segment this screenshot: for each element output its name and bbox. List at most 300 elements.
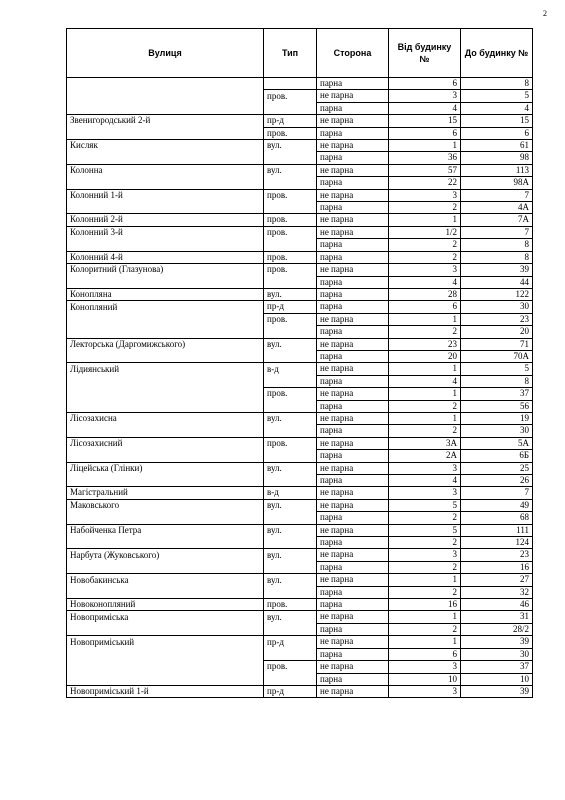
cell-side: не парна xyxy=(317,388,389,400)
cell-to: 56 xyxy=(461,400,533,412)
cell-street: Лісозахисна xyxy=(67,412,264,424)
cell-from: 16 xyxy=(389,599,461,611)
cell-from: 1 xyxy=(389,388,461,400)
cell-side: не парна xyxy=(317,363,389,375)
cell-type: пр-д xyxy=(264,115,317,127)
cell-from: 3 xyxy=(389,549,461,561)
cell-street: Лідиянський xyxy=(67,363,264,375)
cell-to: 122 xyxy=(461,288,533,300)
cell-to: 23 xyxy=(461,313,533,325)
cell-type: пров. xyxy=(264,264,317,276)
cell-type: вул. xyxy=(264,574,317,586)
table-row xyxy=(67,363,533,375)
cell-type xyxy=(264,276,317,288)
cell-side: парна xyxy=(317,375,389,387)
cell-type: пров. xyxy=(264,189,317,201)
cell-side: не парна xyxy=(317,115,389,127)
cell-type: пров. xyxy=(264,90,317,102)
cell-side: парна xyxy=(317,400,389,412)
cell-to: 23 xyxy=(461,549,533,561)
cell-to: 5 xyxy=(461,90,533,102)
table-row xyxy=(67,202,533,214)
cell-to: 71 xyxy=(461,338,533,350)
table-row xyxy=(67,214,533,226)
cell-side: парна xyxy=(317,475,389,487)
cell-side: парна xyxy=(317,586,389,598)
table-row xyxy=(67,152,533,164)
cell-type: пров. xyxy=(264,313,317,325)
header-row xyxy=(67,29,533,78)
cell-side: не парна xyxy=(317,437,389,449)
cell-side: не парна xyxy=(317,189,389,201)
header-from: Від будинку № xyxy=(389,29,461,78)
table-row xyxy=(67,586,533,598)
cell-from: 57 xyxy=(389,164,461,176)
street-table xyxy=(66,28,533,698)
table-row xyxy=(67,90,533,102)
cell-street xyxy=(67,648,264,660)
cell-type: вул. xyxy=(264,524,317,536)
cell-side: не парна xyxy=(317,661,389,673)
cell-from: 2 xyxy=(389,537,461,549)
cell-street xyxy=(67,313,264,325)
cell-from: 2 xyxy=(389,623,461,635)
page-number: 2 xyxy=(543,9,547,18)
cell-side: парна xyxy=(317,288,389,300)
cell-type xyxy=(264,326,317,338)
cell-street xyxy=(67,475,264,487)
cell-type: пров. xyxy=(264,388,317,400)
cell-type xyxy=(264,152,317,164)
cell-from: 1 xyxy=(389,636,461,648)
cell-from: 4 xyxy=(389,375,461,387)
cell-from: 2 xyxy=(389,251,461,263)
cell-type: вул. xyxy=(264,338,317,350)
cell-street xyxy=(67,561,264,573)
cell-type: вул. xyxy=(264,140,317,152)
table-row xyxy=(67,78,533,90)
cell-street xyxy=(67,102,264,114)
cell-to: 6Б xyxy=(461,450,533,462)
cell-to: 111 xyxy=(461,524,533,536)
cell-to: 39 xyxy=(461,636,533,648)
cell-type xyxy=(264,586,317,598)
cell-type xyxy=(264,512,317,524)
cell-side: не парна xyxy=(317,487,389,499)
cell-type xyxy=(264,400,317,412)
cell-from: 1 xyxy=(389,313,461,325)
cell-side: не парна xyxy=(317,412,389,424)
cell-side: не парна xyxy=(317,226,389,238)
cell-to: 8 xyxy=(461,78,533,90)
cell-from: 3 xyxy=(389,264,461,276)
cell-side: парна xyxy=(317,102,389,114)
cell-to: 98 xyxy=(461,152,533,164)
table-row xyxy=(67,375,533,387)
cell-type: в-д xyxy=(264,363,317,375)
header-to: До будинку № xyxy=(461,29,533,78)
cell-type: пров. xyxy=(264,226,317,238)
cell-street xyxy=(67,450,264,462)
cell-from: 6 xyxy=(389,78,461,90)
cell-side: не парна xyxy=(317,524,389,536)
cell-to: 37 xyxy=(461,661,533,673)
cell-side: парна xyxy=(317,326,389,338)
cell-side: не парна xyxy=(317,264,389,276)
cell-to: 61 xyxy=(461,140,533,152)
cell-street xyxy=(67,388,264,400)
cell-to: 30 xyxy=(461,648,533,660)
cell-to: 7 xyxy=(461,189,533,201)
table-row xyxy=(67,400,533,412)
cell-type: пр-д xyxy=(264,685,317,697)
cell-type xyxy=(264,450,317,462)
cell-street xyxy=(67,326,264,338)
cell-side: не парна xyxy=(317,611,389,623)
cell-to: 46 xyxy=(461,599,533,611)
cell-to: 7 xyxy=(461,487,533,499)
cell-from: 4 xyxy=(389,475,461,487)
cell-from: 23 xyxy=(389,338,461,350)
cell-type xyxy=(264,239,317,251)
cell-street: Новобакинська xyxy=(67,574,264,586)
cell-side: парна xyxy=(317,152,389,164)
cell-from: 2 xyxy=(389,239,461,251)
cell-from: 1 xyxy=(389,214,461,226)
cell-street: Коноплянa xyxy=(67,288,264,300)
cell-side: парна xyxy=(317,350,389,362)
cell-from: 3А xyxy=(389,437,461,449)
cell-street: Кисляк xyxy=(67,140,264,152)
cell-side: парна xyxy=(317,450,389,462)
cell-from: 1 xyxy=(389,363,461,375)
table-row xyxy=(67,623,533,635)
table-row xyxy=(67,425,533,437)
cell-street xyxy=(67,239,264,251)
cell-street xyxy=(67,512,264,524)
cell-street: Лісозахисний xyxy=(67,437,264,449)
cell-to: 37 xyxy=(461,388,533,400)
table-row xyxy=(67,524,533,536)
cell-street: Колонна xyxy=(67,164,264,176)
cell-street: Маковського xyxy=(67,499,264,511)
cell-to: 68 xyxy=(461,512,533,524)
cell-street xyxy=(67,400,264,412)
table-row xyxy=(67,251,533,263)
cell-to: 26 xyxy=(461,475,533,487)
cell-type xyxy=(264,202,317,214)
cell-to: 32 xyxy=(461,586,533,598)
cell-side: не парна xyxy=(317,462,389,474)
table-row xyxy=(67,611,533,623)
cell-street xyxy=(67,661,264,673)
cell-to: 5 xyxy=(461,363,533,375)
cell-type: вул. xyxy=(264,288,317,300)
cell-from: 4 xyxy=(389,102,461,114)
cell-type: вул. xyxy=(264,462,317,474)
table-row xyxy=(67,301,533,313)
cell-to: 4 xyxy=(461,102,533,114)
cell-to: 19 xyxy=(461,412,533,424)
header-type: Тип xyxy=(264,29,317,78)
table-row xyxy=(67,115,533,127)
cell-to: 15 xyxy=(461,115,533,127)
cell-type: вул. xyxy=(264,611,317,623)
table-row xyxy=(67,549,533,561)
table-row xyxy=(67,264,533,276)
cell-from: 22 xyxy=(389,177,461,189)
table-row xyxy=(67,512,533,524)
cell-from: 2 xyxy=(389,561,461,573)
cell-side: не парна xyxy=(317,214,389,226)
header-side: Сторона xyxy=(317,29,389,78)
table-row xyxy=(67,561,533,573)
cell-street xyxy=(67,202,264,214)
table-row xyxy=(67,127,533,139)
cell-side: парна xyxy=(317,561,389,573)
cell-from: 2 xyxy=(389,202,461,214)
table-row xyxy=(67,599,533,611)
cell-from: 1/2 xyxy=(389,226,461,238)
cell-side: парна xyxy=(317,301,389,313)
table-row xyxy=(67,437,533,449)
cell-from: 6 xyxy=(389,301,461,313)
cell-type: вул. xyxy=(264,549,317,561)
table-row xyxy=(67,574,533,586)
cell-side: не парна xyxy=(317,499,389,511)
cell-from: 2 xyxy=(389,400,461,412)
cell-to: 31 xyxy=(461,611,533,623)
cell-to: 44 xyxy=(461,276,533,288)
cell-to: 30 xyxy=(461,425,533,437)
table-row xyxy=(67,388,533,400)
cell-street: Колонний 4-й xyxy=(67,251,264,263)
table-row xyxy=(67,189,533,201)
cell-side: не парна xyxy=(317,90,389,102)
cell-side: парна xyxy=(317,78,389,90)
table-row xyxy=(67,673,533,685)
cell-to: 28/2 xyxy=(461,623,533,635)
table-row xyxy=(67,648,533,660)
cell-to: 113 xyxy=(461,164,533,176)
cell-to: 20 xyxy=(461,326,533,338)
table-row xyxy=(67,164,533,176)
table-row xyxy=(67,288,533,300)
cell-type xyxy=(264,623,317,635)
cell-street: Звенигородський 2-й xyxy=(67,115,264,127)
cell-street xyxy=(67,375,264,387)
table-row xyxy=(67,412,533,424)
table-row xyxy=(67,537,533,549)
header-street: Вулиця xyxy=(67,29,264,78)
cell-side: не парна xyxy=(317,685,389,697)
cell-street: Колоритний (Глазунова) xyxy=(67,264,264,276)
table-row xyxy=(67,636,533,648)
table-row xyxy=(67,487,533,499)
cell-street: Ліцейська (Глінки) xyxy=(67,462,264,474)
cell-to: 30 xyxy=(461,301,533,313)
cell-side: парна xyxy=(317,537,389,549)
cell-street xyxy=(67,127,264,139)
cell-from: 6 xyxy=(389,648,461,660)
table-row xyxy=(67,102,533,114)
cell-type: вул. xyxy=(264,499,317,511)
cell-street xyxy=(67,673,264,685)
cell-to: 70А xyxy=(461,350,533,362)
cell-side: парна xyxy=(317,202,389,214)
cell-from: 4 xyxy=(389,276,461,288)
table-row xyxy=(67,685,533,697)
cell-type: пр-д xyxy=(264,301,317,313)
cell-type: пров. xyxy=(264,437,317,449)
cell-from: 3 xyxy=(389,487,461,499)
cell-type: пров. xyxy=(264,251,317,263)
cell-type xyxy=(264,537,317,549)
cell-to: 4А xyxy=(461,202,533,214)
cell-from: 2А xyxy=(389,450,461,462)
cell-from: 2 xyxy=(389,425,461,437)
cell-from: 3 xyxy=(389,90,461,102)
cell-street: Набойченка Петра xyxy=(67,524,264,536)
cell-street: Колонний 3-й xyxy=(67,226,264,238)
cell-from: 1 xyxy=(389,574,461,586)
cell-street xyxy=(67,350,264,362)
cell-type: вул. xyxy=(264,164,317,176)
cell-side: не парна xyxy=(317,164,389,176)
cell-to: 27 xyxy=(461,574,533,586)
cell-from: 3 xyxy=(389,462,461,474)
cell-from: 1 xyxy=(389,140,461,152)
cell-from: 3 xyxy=(389,685,461,697)
cell-street: Магістральний xyxy=(67,487,264,499)
cell-to: 10 xyxy=(461,673,533,685)
cell-side: парна xyxy=(317,177,389,189)
cell-to: 98А xyxy=(461,177,533,189)
cell-from: 36 xyxy=(389,152,461,164)
cell-street: Новопримiська xyxy=(67,611,264,623)
cell-to: 124 xyxy=(461,537,533,549)
cell-to: 25 xyxy=(461,462,533,474)
cell-type xyxy=(264,375,317,387)
cell-side: парна xyxy=(317,512,389,524)
cell-street xyxy=(67,78,264,90)
cell-from: 6 xyxy=(389,127,461,139)
cell-from: 5 xyxy=(389,499,461,511)
cell-type xyxy=(264,78,317,90)
cell-to: 8 xyxy=(461,239,533,251)
cell-type: пров. xyxy=(264,214,317,226)
cell-side: парна xyxy=(317,251,389,263)
cell-street: Лекторська (Даргомижського) xyxy=(67,338,264,350)
cell-from: 3 xyxy=(389,189,461,201)
cell-side: парна xyxy=(317,623,389,635)
cell-type xyxy=(264,102,317,114)
cell-type: пров. xyxy=(264,127,317,139)
cell-side: парна xyxy=(317,276,389,288)
cell-street: Новоконопляний xyxy=(67,599,264,611)
cell-street xyxy=(67,425,264,437)
table-row xyxy=(67,661,533,673)
cell-from: 1 xyxy=(389,412,461,424)
table-row xyxy=(67,226,533,238)
cell-side: парна xyxy=(317,239,389,251)
table-row xyxy=(67,338,533,350)
cell-side: не парна xyxy=(317,313,389,325)
cell-side: парна xyxy=(317,425,389,437)
cell-street: Новопримiський xyxy=(67,636,264,648)
table-row xyxy=(67,475,533,487)
cell-street: Колонний 2-й xyxy=(67,214,264,226)
cell-side: не парна xyxy=(317,574,389,586)
cell-side: парна xyxy=(317,599,389,611)
table-row xyxy=(67,462,533,474)
cell-type xyxy=(264,177,317,189)
table-row xyxy=(67,177,533,189)
cell-side: не парна xyxy=(317,549,389,561)
cell-from: 20 xyxy=(389,350,461,362)
cell-type: пр-д xyxy=(264,636,317,648)
cell-type xyxy=(264,561,317,573)
cell-from: 3 xyxy=(389,661,461,673)
table-row xyxy=(67,499,533,511)
cell-to: 39 xyxy=(461,264,533,276)
cell-type: пров. xyxy=(264,661,317,673)
cell-type xyxy=(264,425,317,437)
table-row xyxy=(67,450,533,462)
cell-street: Колонний 1-й xyxy=(67,189,264,201)
cell-to: 8 xyxy=(461,375,533,387)
cell-type: в-д xyxy=(264,487,317,499)
table-row xyxy=(67,276,533,288)
table-row xyxy=(67,140,533,152)
cell-to: 6 xyxy=(461,127,533,139)
cell-street xyxy=(67,276,264,288)
cell-from: 5 xyxy=(389,524,461,536)
cell-to: 16 xyxy=(461,561,533,573)
cell-from: 2 xyxy=(389,586,461,598)
cell-street: Новопримiський 1-й xyxy=(67,685,264,697)
cell-street xyxy=(67,537,264,549)
cell-side: парна xyxy=(317,648,389,660)
cell-side: не парна xyxy=(317,338,389,350)
cell-to: 7 xyxy=(461,226,533,238)
cell-street xyxy=(67,152,264,164)
cell-to: 39 xyxy=(461,685,533,697)
cell-side: не парна xyxy=(317,140,389,152)
cell-type: вул. xyxy=(264,412,317,424)
cell-side: не парна xyxy=(317,636,389,648)
table-row xyxy=(67,326,533,338)
cell-from: 15 xyxy=(389,115,461,127)
cell-street xyxy=(67,623,264,635)
cell-from: 2 xyxy=(389,326,461,338)
cell-type xyxy=(264,673,317,685)
cell-type xyxy=(264,475,317,487)
cell-street xyxy=(67,586,264,598)
cell-type xyxy=(264,648,317,660)
cell-street: Конопляний xyxy=(67,301,264,313)
table-row xyxy=(67,313,533,325)
cell-street: Нарбута (Жуковського) xyxy=(67,549,264,561)
cell-side: парна xyxy=(317,127,389,139)
cell-from: 2 xyxy=(389,512,461,524)
cell-side: парна xyxy=(317,673,389,685)
cell-to: 5А xyxy=(461,437,533,449)
cell-type xyxy=(264,350,317,362)
cell-from: 1 xyxy=(389,611,461,623)
table-row xyxy=(67,350,533,362)
table-row xyxy=(67,239,533,251)
